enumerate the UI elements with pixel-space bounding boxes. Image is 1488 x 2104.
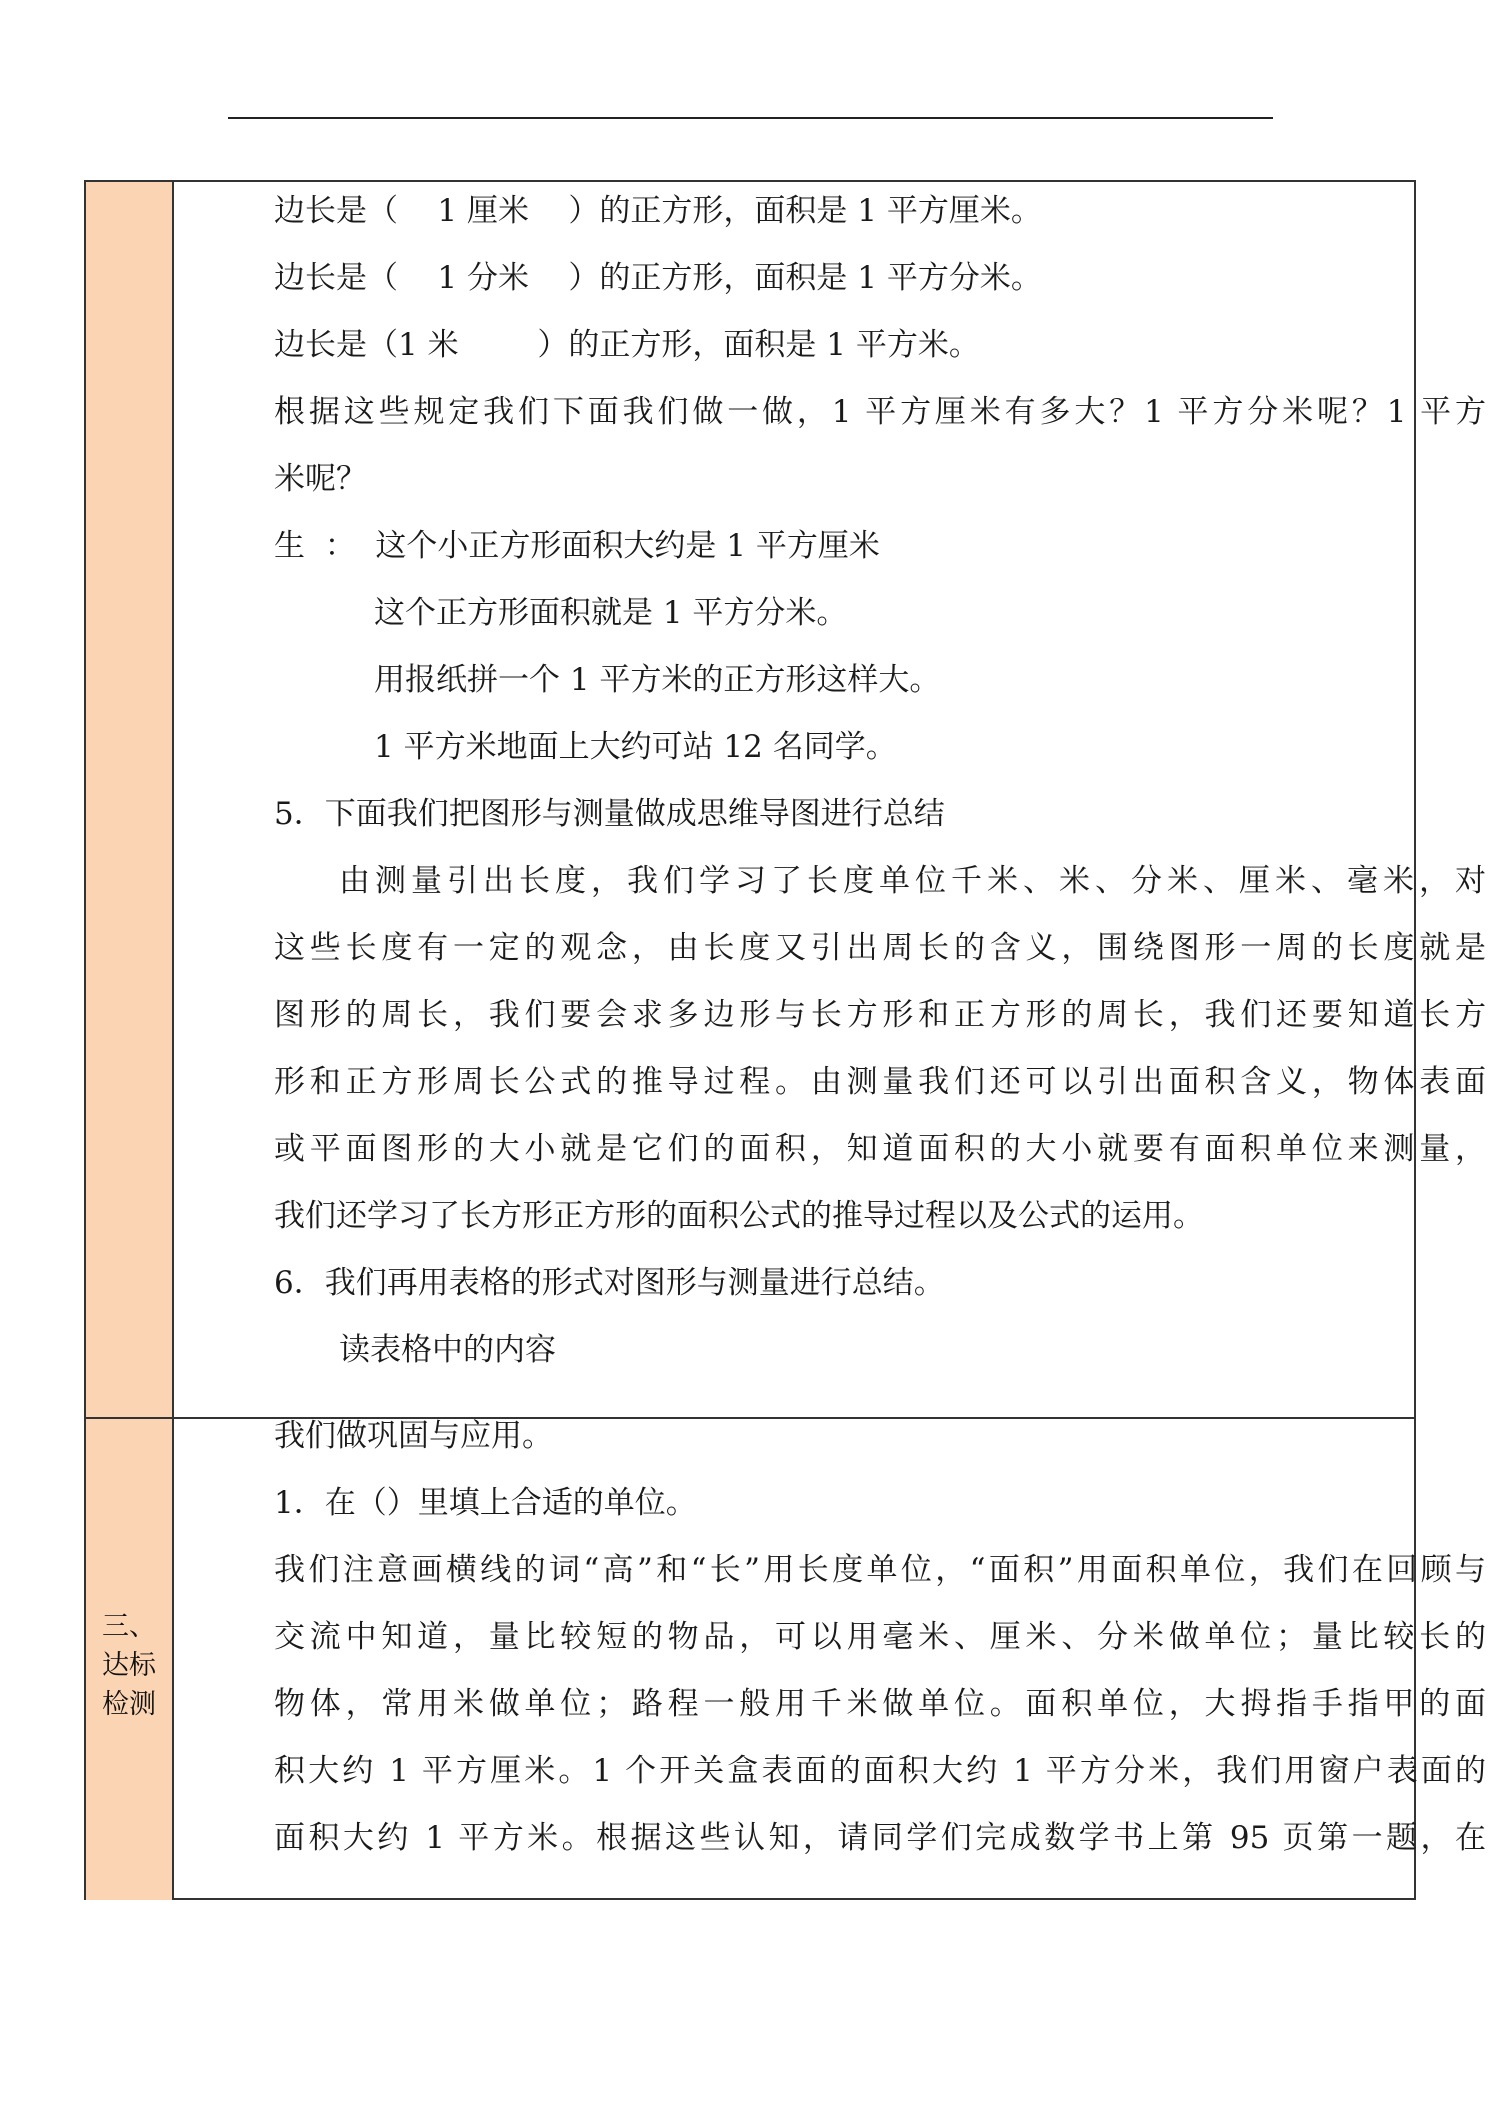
text-line: 我们还学习了长方形正方形的面积公式的推导过程以及公式的运用。 (274, 1198, 1204, 1234)
text-line: 米呢？ (274, 461, 367, 497)
section-label-line: 检测 (102, 1689, 156, 1720)
section-label-line: 达标 (102, 1650, 156, 1681)
text-line: 用报纸拼一个 1 平方米的正方形这样大。 (374, 662, 941, 698)
content-cell-section-3 (174, 1418, 1486, 1900)
text-line: 这些长度有一定的观念，由长度又引出周长的含义，围绕图形一周的长度就是 (274, 930, 1486, 966)
text-line: 5．下面我们把图形与测量做成思维导图进行总结 (274, 796, 945, 832)
text-line: 面积大约 1 平方米。根据这些认知，请同学们完成数学书上第 95 页第一题，在 (274, 1820, 1486, 1856)
text-line: 由测量引出长度，我们学习了长度单位千米、米、分米、厘米、毫米，对 (339, 863, 1486, 899)
table-row-continuation (86, 182, 1486, 1419)
text-line: 我们做巩固与应用。 (274, 1418, 553, 1454)
text-line: 读表格中的内容 (339, 1332, 556, 1368)
text-line: 我们注意画横线的词“高”和“长”用长度单位，“面积”用面积单位，我们在回顾与 (274, 1552, 1486, 1588)
text-line: 根据这些规定我们下面我们做一做，1 平方厘米有多大？1 平方分米呢？1 平方 (274, 394, 1486, 430)
text-line: 6．我们再用表格的形式对图形与测量进行总结。 (274, 1265, 945, 1301)
table-row-section-3 (86, 1418, 1486, 1900)
section-label-cell-empty (86, 182, 174, 1417)
text-line: 物体，常用米做单位；路程一般用千米做单位。面积单位，大拇指手指甲的面 (274, 1686, 1486, 1722)
text-line: 边长是（1 米 ）的正方形，面积是 1 平方米。 (274, 327, 980, 363)
section-label-line: 三、 (102, 1611, 156, 1642)
text-line: 1．在（）里填上合适的单位。 (274, 1485, 697, 1521)
text-line: 或平面图形的大小就是它们的面积，知道面积的大小就要有面积单位来测量， (274, 1131, 1486, 1167)
text-line: 这个正方形面积就是 1 平方分米。 (374, 595, 848, 631)
text-line: 交流中知道，量比较短的物品，可以用毫米、厘米、分米做单位；量比较长的 (274, 1619, 1486, 1655)
header-rule (228, 117, 1273, 119)
content-cell-continuation (174, 182, 1486, 1417)
text-line: 图形的周长，我们要会求多边形与长方形和正方形的周长，我们还要知道长方 (274, 997, 1486, 1033)
section-label-cell (86, 1419, 174, 1900)
section-label (86, 1607, 172, 1724)
text-line: 边长是（ 1 厘米 ）的正方形，面积是 1 平方厘米。 (274, 193, 1042, 229)
text-line: 生 ： 这个小正方形面积大约是 1 平方厘米 (274, 528, 880, 564)
text-line: 形和正方形周长公式的推导过程。由测量我们还可以引出面积含义，物体表面 (274, 1064, 1486, 1100)
text-line: 边长是（ 1 分米 ）的正方形，面积是 1 平方分米。 (274, 260, 1042, 296)
lesson-table (84, 180, 1486, 1900)
text-line: 1 平方米地面上大约可站 12 名同学。 (374, 729, 897, 765)
text-line: 积大约 1 平方厘米。1 个开关盒表面的面积大约 1 平方分米，我们用窗户表面的 (274, 1753, 1486, 1789)
